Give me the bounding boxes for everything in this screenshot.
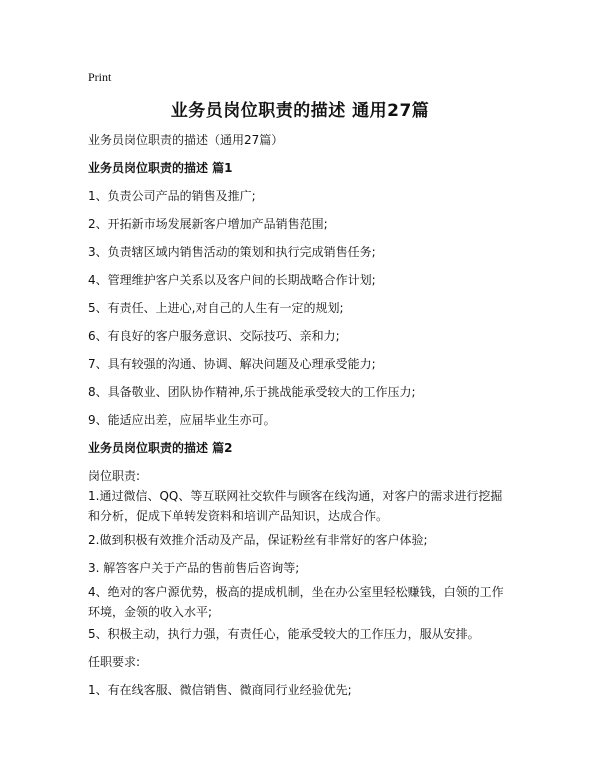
print-label[interactable]: Print (88, 70, 112, 84)
section2-heading: 业务员岗位职责的描述 篇2 (88, 441, 233, 455)
section2-item: 5、积极主动，执行力强，有责任心，能承受较大的工作压力，服从安排。 (88, 627, 480, 641)
section2-item: 1.通过微信、QQ、等互联网社交软件与顾客在线沟通，对客户的需求进行挖掘和分析，促成下单转发资料和培训产品知识，达成合作。 (88, 489, 503, 523)
section2-req-item: 1、有在线客服、微信销售、微商同行业经验优先; (88, 683, 352, 697)
section2-item: 4、绝对的客户源优势，极高的提成机制，坐在办公室里轻松赚钱，白领的工作环境，金领的收入水平; (88, 585, 504, 619)
page-title: 业务员岗位职责的描述 通用27篇 (170, 101, 430, 121)
section2-item: 3. 解答客户关于产品的售前售后咨询等; (88, 561, 300, 575)
section1-item: 1、负责公司产品的销售及推广; (88, 189, 256, 203)
section1-heading: 业务员岗位职责的描述 篇1 (88, 161, 233, 175)
section1-item: 7、具有较强的沟通、协调、解决问题及心理承受能力; (88, 357, 376, 371)
section1-item: 6、有良好的客户服务意识、交际技巧、亲和力; (88, 329, 340, 343)
section2-duty-label: 岗位职责: (88, 469, 141, 483)
section1-item: 3、负责辖区域内销售活动的策划和执行完成销售任务; (88, 245, 376, 259)
section1-item: 5、有责任、上进心,对自己的人生有一定的规划; (88, 301, 344, 315)
doc-subtitle: 业务员岗位职责的描述（通用27篇） (88, 133, 284, 147)
section1-item: 2、开拓新市场发展新客户增加产品销售范围; (88, 217, 328, 231)
section1-item: 8、具备敬业、团队协作精神,乐于挑战能承受较大的工作压力; (88, 385, 416, 399)
section1-item: 4、管理维护客户关系以及客户间的长期战略合作计划; (88, 273, 376, 287)
section2-item: 2.做到积极有效推介活动及产品，保证粉丝有非常好的客户体验; (88, 533, 428, 547)
section1-item: 9、能适应出差，应届毕业生亦可。 (88, 413, 276, 427)
section2-req-label: 任职要求: (88, 655, 141, 669)
